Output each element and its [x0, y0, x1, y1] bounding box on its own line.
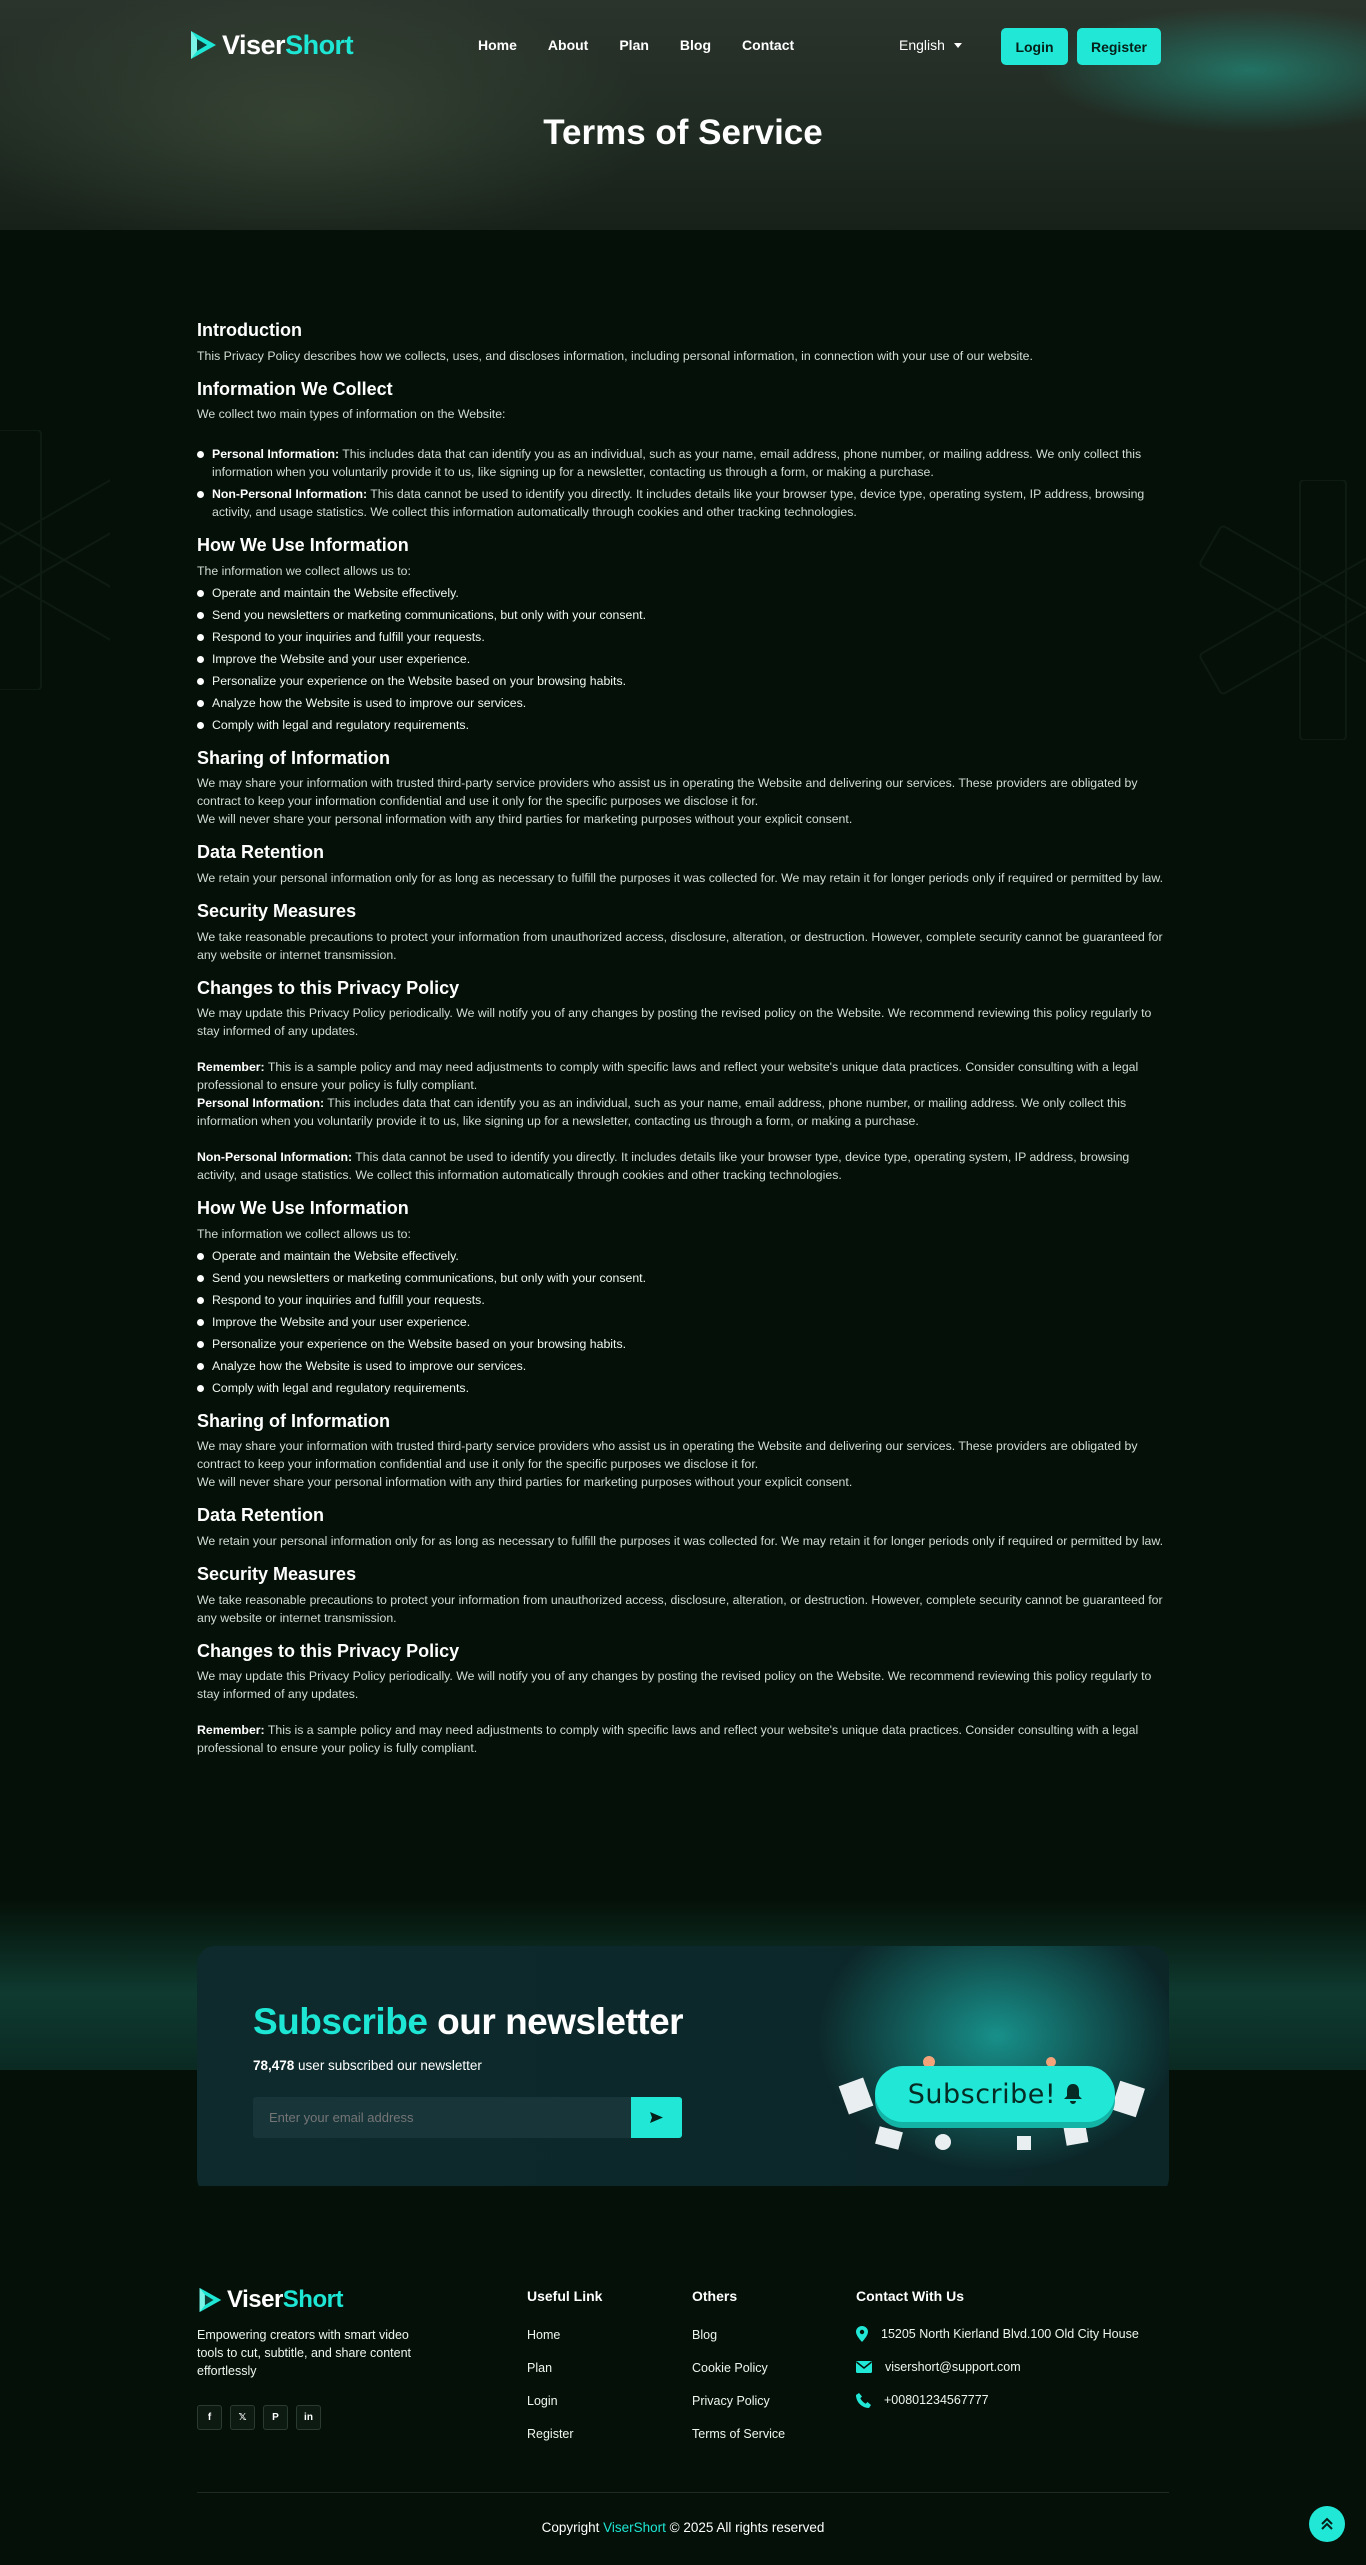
envelope-icon	[856, 2361, 872, 2373]
footer-link-blog[interactable]: Blog	[692, 2328, 718, 2342]
remember-note: Remember: This is a sample policy and may need adjustments to comply with specific laws and reflect your website's unique data practices. Consider consulting with a legal professional to ensure your policy is fully compliant.	[197, 1060, 1139, 1093]
others-links-list	[692, 2327, 785, 2459]
contact-email[interactable]: visershort@support.com	[856, 2359, 1139, 2375]
bell-icon	[1064, 2084, 1082, 2104]
site-logo[interactable]	[188, 29, 353, 61]
footer-link-privacy-policy[interactable]: Privacy Policy	[692, 2394, 770, 2408]
list-item: Personalize your experience on the Website based on your browsing habits.	[197, 672, 1169, 690]
bullet-list	[197, 1247, 1169, 1397]
section-heading: How We Use Information	[197, 535, 409, 556]
map-pin-icon	[856, 2326, 868, 2342]
contact-list	[856, 2326, 1139, 2425]
list-item: Improve the Website and your user experience.	[197, 1313, 1169, 1331]
list-item: Send you newsletters or marketing communications, but only with your consent.	[197, 606, 1169, 624]
useful-links-list	[527, 2327, 574, 2459]
list-item: Respond to your inquiries and fulfill your requests.	[197, 1291, 1169, 1309]
phone-icon	[856, 2393, 871, 2408]
nav-home[interactable]: Home	[478, 37, 517, 53]
login-button[interactable]: Login	[1001, 28, 1068, 65]
social-links	[197, 2405, 321, 2430]
paragraph: We take reasonable precautions to protect your information from unauthorized access, disclosure, alteration, or destruction. However, complete security cannot be guaranteed for any website or internet transmission.	[197, 929, 1163, 962]
paragraph: We retain your personal information only for as long as necessary to fulfill the purposes it was collected for. We may retain it for longer periods only if required or permitted by law.	[197, 1533, 1164, 1548]
register-button[interactable]: Register	[1077, 28, 1161, 65]
list-item: Comply with legal and regulatory requirements.	[197, 1379, 1169, 1397]
section-heading: Sharing of Information	[197, 747, 390, 768]
list-item: Operate and maintain the Website effectively.	[197, 1247, 1169, 1265]
section-heading: How We Use Information	[197, 1198, 409, 1219]
list-item: Operate and maintain the Website effectively.	[197, 584, 1169, 602]
policy-content	[197, 320, 1169, 1757]
newsletter-title: Subscribe our newsletter	[253, 2001, 684, 2042]
list-item: Personal Information: This includes data that can identify you as an individual, such as your name, email address, phone number, or mailing address. We only collect this information when you voluntarily provide it to us, like signing up for a newsletter, contacting us through a form, or making a purchase.	[197, 445, 1169, 481]
list-item: Personalize your experience on the Website based on your browsing habits.	[197, 1335, 1169, 1353]
list-item: Respond to your inquiries and fulfill your requests.	[197, 628, 1169, 646]
paragraph: Personal Information: This includes data that can identify you as an individual, such as your name, email address, phone number, or mailing address. We only collect this information when you voluntarily provide it to us, like signing up for a newsletter, contacting us through a form, or making a purchase.	[197, 1096, 1127, 1129]
paragraph: We may share your information with trusted third-party service providers who assist us in operating the Website and delivering our services. These providers are obligated by contract to keep your information confidential and use it only for the specific purposes we disclose it for.	[197, 776, 1138, 809]
play-logo-icon	[197, 2286, 223, 2314]
list-item: Comply with legal and regulatory requirements.	[197, 716, 1169, 734]
double-chevron-up-icon	[1320, 2517, 1334, 2531]
paragraph: We will never share your personal information with any third parties for marketing purposes without your explicit consent.	[197, 812, 853, 827]
paragraph: We retain your personal information only for as long as necessary to fulfill the purposes it was collected for. We may retain it for longer periods only if required or permitted by law.	[197, 870, 1164, 885]
list-item: Analyze how the Website is used to improve our services.	[197, 694, 1169, 712]
section-heading: Information We Collect	[197, 378, 393, 399]
paragraph: Non-Personal Information: This data cannot be used to identify you directly. It includes details like your browser type, device type, operating system, IP address, browsing activity, and usage statistics. We collect this information automatically through cookies and other tracking technologies.	[197, 1150, 1130, 1183]
contact-address: 15205 North Kierland Blvd.100 Old City House	[856, 2326, 1139, 2342]
policy-section	[0, 230, 1366, 1830]
subscribe-submit-button[interactable]	[631, 2097, 682, 2138]
section-heading: Sharing of Information	[197, 1410, 390, 1431]
footer-link-login[interactable]: Login	[527, 2394, 558, 2408]
useful-links-heading: Useful Link	[527, 2288, 603, 2304]
pinterest-icon[interactable]: P	[263, 2405, 288, 2430]
paragraph: The information we collect allows us to:	[197, 563, 411, 578]
nav-plan[interactable]: Plan	[619, 37, 649, 53]
paragraph: We take reasonable precautions to protect your information from unauthorized access, disclosure, alteration, or destruction. However, complete security cannot be guaranteed for any website or internet transmission.	[197, 1592, 1163, 1625]
section-heading: Data Retention	[197, 1505, 325, 1526]
logo-text: ViserShort	[222, 29, 354, 60]
footer-description: Empowering creators with smart video tools to cut, subtitle, and share content effortlessly	[197, 2328, 412, 2378]
paragraph: We will never share your personal information with any third parties for marketing purposes without your explicit consent.	[197, 1475, 853, 1490]
page-header	[0, 0, 1366, 230]
top-nav	[0, 0, 1366, 92]
footer-link-plan[interactable]: Plan	[527, 2361, 553, 2375]
paragraph: We collect two main types of information on the Website:	[197, 407, 506, 422]
logo-text: ViserShort	[227, 2286, 343, 2313]
footer-link-cookie-policy[interactable]: Cookie Policy	[692, 2361, 768, 2375]
linkedin-icon[interactable]: in	[296, 2405, 321, 2430]
paragraph: We may update this Privacy Policy periodically. We will notify you of any changes by posting the revised policy on the Website. We recommend reviewing this policy regularly to stay informed of any updates.	[197, 1006, 1152, 1039]
contact-heading: Contact With Us	[856, 2288, 964, 2304]
paragraph: We may update this Privacy Policy periodically. We will notify you of any changes by posting the revised policy on the Website. We recommend reviewing this policy regularly to stay informed of any updates.	[197, 1669, 1152, 1702]
language-selector[interactable]	[899, 37, 962, 53]
nav-blog[interactable]: Blog	[679, 37, 712, 53]
asterisk-decoration-icon	[1190, 480, 1366, 740]
footer-link-home[interactable]: Home	[527, 2328, 561, 2342]
footer-logo[interactable]	[197, 2286, 343, 2314]
main-menu	[478, 37, 825, 53]
footer-divider	[197, 2492, 1169, 2493]
list-item: Non-Personal Information: This data cannot be used to identify you directly. It includes details like your browser type, device type, operating system, IP address, browsing activity, and usage statistics. We collect this information automatically through cookies and other tracking technologies.	[197, 485, 1169, 521]
subscribe-illustration-text: Subscribe!	[907, 2078, 1057, 2110]
facebook-icon[interactable]: f	[197, 2405, 222, 2430]
nav-about[interactable]: About	[547, 37, 589, 53]
x-twitter-icon[interactable]: 𝕏	[230, 2405, 255, 2430]
paragraph: The information we collect allows us to:	[197, 1226, 411, 1241]
list-item: Improve the Website and your user experience.	[197, 650, 1169, 668]
section-heading: Changes to this Privacy Policy	[197, 977, 460, 998]
paragraph: We may share your information with trusted third-party service providers who assist us in operating the Website and delivering our services. These providers are obligated by contract to keep your information confidential and use it only for the specific purposes we disclose it for.	[197, 1439, 1138, 1472]
language-label: English	[899, 37, 945, 53]
paragraph: This Privacy Policy describes how we collects, uses, and discloses information, including personal information, in connection with your use of our website.	[197, 348, 1033, 363]
email-input[interactable]	[253, 2097, 631, 2138]
play-logo-icon	[188, 29, 218, 61]
contact-phone[interactable]: +00801234567777	[856, 2392, 1139, 2408]
list-item: Send you newsletters or marketing communications, but only with your consent.	[197, 1269, 1169, 1287]
bullet-list	[197, 584, 1169, 734]
list-item: Analyze how the Website is used to improve our services.	[197, 1357, 1169, 1375]
section-heading: Changes to this Privacy Policy	[197, 1640, 460, 1661]
others-heading: Others	[692, 2288, 738, 2304]
newsletter-card	[197, 1946, 1169, 2196]
section-heading: Security Measures	[197, 1563, 357, 1584]
footer-link-register[interactable]: Register	[527, 2427, 574, 2441]
scroll-to-top-button[interactable]	[1309, 2506, 1345, 2542]
subscriber-count: 78,478 user subscribed our newsletter	[253, 2058, 482, 2073]
send-icon	[650, 2112, 663, 2123]
site-footer	[0, 2186, 1366, 2565]
asterisk-decoration-icon	[0, 430, 110, 690]
section-heading: Data Retention	[197, 842, 325, 863]
subscribe-illustration-pill	[875, 2066, 1115, 2122]
section-heading: Security Measures	[197, 900, 357, 921]
chevron-down-icon	[954, 43, 962, 48]
footer-link-terms[interactable]: Terms of Service	[692, 2427, 786, 2441]
remember-note: Remember: This is a sample policy and may need adjustments to comply with specific laws and reflect your website's unique data practices. Consider consulting with a legal professional to ensure your policy is fully compliant.	[197, 1723, 1139, 1756]
page-title: Terms of Service	[543, 113, 823, 152]
copyright: Copyright ViserShort © 2025 All rights reserved	[541, 2520, 825, 2535]
section-heading: Introduction	[197, 320, 302, 340]
nav-contact[interactable]: Contact	[742, 37, 795, 53]
bullet-list	[197, 445, 1169, 521]
